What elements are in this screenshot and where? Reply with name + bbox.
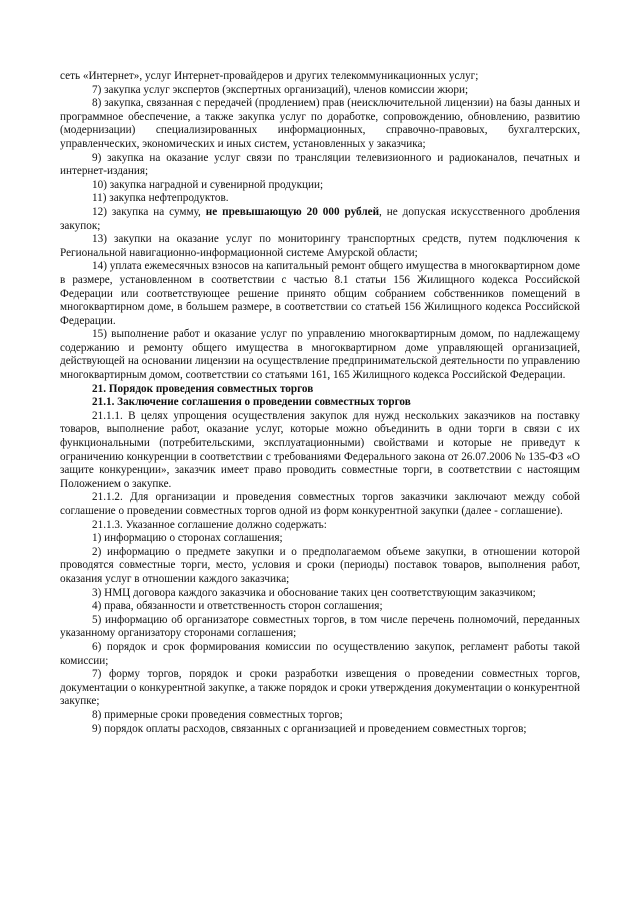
paragraph-continuation: сеть «Интернет», услуг Интернет-провайдеров и других телекоммуникационных услуг; [60, 70, 479, 82]
subsection-heading-21-1: 21.1. Заключение соглашения о проведении совместных торгов [92, 396, 411, 409]
agreement-item-3: 3) НМЦ договора каждого заказчика и обоснование таких цен соответствующим заказчиком; [92, 586, 536, 599]
clause-21-1-3: 21.1.3. Указанное соглашение должно содержать: [92, 518, 327, 531]
clause-21-1-2: 21.1.2. Для организации и проведения совместных торгов заказчики заключают между собой соглашение о проведении совместных торгов одной из форм конкурентной закупки (далее - соглашение). [60, 491, 580, 517]
clause-21-1-1: 21.1.1. В целях упрощения осуществления закупок для нужд нескольких заказчиков на поставку товаров, выполнение работ, оказание услуг, которые можно объединить в одни торги в связи с их функциональными (потребительскими, эксплуатационными) свойствами и которые не приведут к ограничению конкуренции в соответствии с требованиями Федерального закона от 26.07.2006 № 135-ФЗ «О защите конкуренции», заказчик имеет право проводить совместные торги, в соответствии с настоящим Положением о закупке. [60, 409, 580, 490]
agreement-item-5: 5) информацию об организаторе совместных торгов, в том числе перечень полномочий, переданных указанному организатору сторонами соглашения; [60, 613, 580, 640]
list-item-11: 11) закупка нефтепродуктов. [92, 192, 229, 205]
list-item-14: 14) уплата ежемесячных взносов на капитальный ремонт общего имущества в многоквартирном доме в размере, установленном в соответствии с частью 8.1 статьи 156 Жилищного кодекса Российской Федерации или соответствующее решение принято общим собранием собственников помещений в многоквартирном доме, в большем размере, в соответствии со статьей 156 Жилищного кодекса Российской Федерации. [60, 260, 580, 327]
agreement-item-7: 7) форму торгов, порядок и сроки разработки извещения о проведении совместных торгов, документации о конкурентной закупке, а также порядок и сроки утверждения документации о конкурентной закупке; [60, 668, 580, 708]
agreement-item-2: 2) информацию о предмете закупки и о предполагаемом объеме закупки, в отношении которой проводятся совместные торги, место, условия и сроки (периоды) поставок товаров, выполнения работ, оказания услуг в отношении каждого заказчика; [60, 545, 580, 585]
list-item-12-pre: 12) закупка на сумму, [92, 205, 206, 218]
list-item-7: 7) закупка услуг экспертов (экспертных организаций), членов комиссии жюри; [92, 83, 469, 96]
agreement-item-1: 1) информацию о сторонах соглашения; [92, 532, 283, 545]
list-item-15: 15) выполнение работ и оказание услуг по управлению многоквартирным домом, по надлежащему содержанию и ремонту общего имущества в многоквартирном доме управляющей организацией, действующей на основании лицензии на осуществление предпринимательской деятельности по управлению многоквартирным домом, соответствии со статьями 161, 165 Жилищного кодекса Российской Федерации. [60, 328, 580, 382]
agreement-item-8: 8) примерные сроки проведения совместных торгов; [92, 708, 343, 721]
agreement-item-6: 6) порядок и срок формирования комиссии по осуществлению закупок, регламент работы такой комиссии; [60, 640, 580, 667]
agreement-item-9: 9) порядок оплаты расходов, связанных с организацией и проведением совместных торгов; [92, 722, 527, 735]
list-item-9: 9) закупка на оказание услуг связи по трансляции телевизионного и радиоканалов, печатных и интернет-издания; [60, 151, 580, 178]
list-item-10: 10) закупка наградной и сувенирной продукции; [92, 178, 324, 191]
document-page [60, 70, 580, 736]
agreement-item-4: 4) права, обязанности и ответственность сторон соглашения; [92, 600, 383, 613]
list-item-12 [60, 206, 580, 233]
section-heading-21: 21. Порядок проведения совместных торгов [92, 382, 314, 395]
list-item-12-post: , не допуская искусственного дробления закупок; [60, 205, 580, 232]
list-item-12-bold: не превышающую 20 000 рублей [205, 205, 380, 218]
list-item-8: 8) закупка, связанная с передачей (продлением) прав (неисключительной лицензии) на базы данных и программное обеспечение, а также закупка услуг по доработке, сопровождению, обновлению, развитию (модернизации) специализированных информационных, справочно-правовых, бухгалтерских, управленческих, экономических и иных систем, установленных у заказчика; [60, 97, 580, 150]
list-item-13: 13) закупки на оказание услуг по мониторингу транспортных средств, путем подключения к Региональной навигационно-информационной системе Амурской области; [60, 233, 580, 259]
